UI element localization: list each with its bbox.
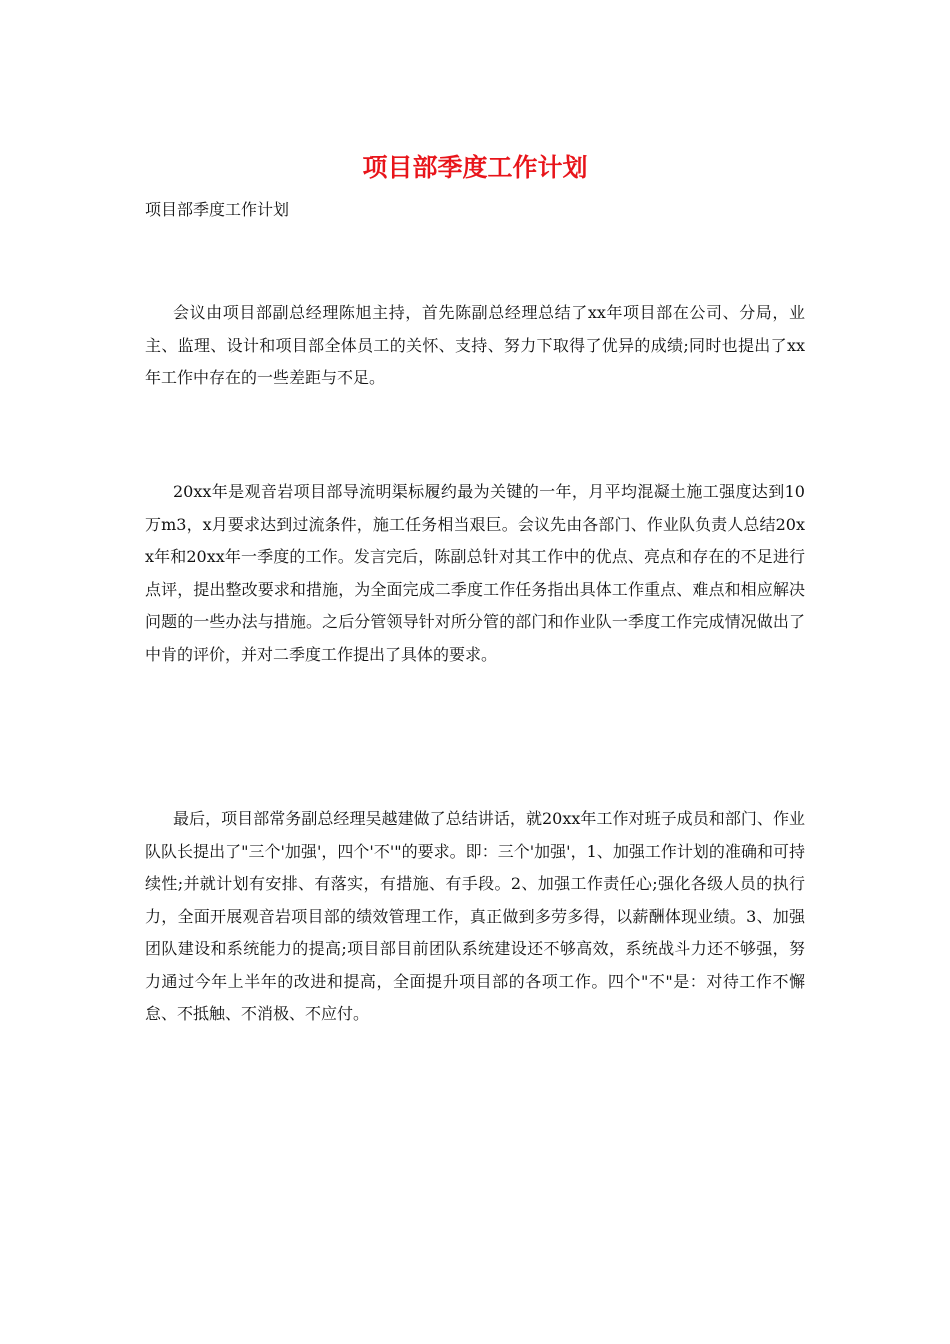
paragraph-3: 最后，项目部常务副总经理吴越建做了总结讲话，就20xx年工作对班子成员和部门、作业队队长提出了"三个'加强'，四个'不'"的要求。即：三个'加强'，1、加强工作计划的准确和可持续性;并就计划有安排、有落实，有措施、有手段。2、加强工作责任心;强化各级人员的执行力，全面开展观音岩项目部的绩效管理工作，真正做到多劳多得，以薪酬体现业绩。3、加强团队建设和系统能力的提高;项目部目前团队系统建设还不够高效，系统战斗力还不够强，努力通过今年上半年的改进和提高，全面提升项目部的各项工作。四个"不"是：对待工作不懈怠、不抵触、不消极、不应付。	[145, 809, 805, 1023]
paragraph-1: 会议由项目部副总经理陈旭主持，首先陈副总经理总结了xx年项目部在公司、分局，业主、监理、设计和项目部全体员工的关怀、支持、努力下取得了优异的成绩;同时也提出了xx年工作中存在的一些差距与不足。	[145, 303, 805, 387]
document-subtitle: 项目部季度工作计划	[145, 200, 290, 219]
document-title: 项目部季度工作计划	[362, 153, 588, 182]
paragraph-2: 20xx年是观音岩项目部导流明渠标履约最为关键的一年，月平均混凝土施工强度达到10万m3，x月要求达到过流条件，施工任务相当艰巨。会议先由各部门、作业队负责人总结20xx年和20xx年一季度的工作。发言完后，陈副总针对其工作中的优点、亮点和存在的不足进行点评，提出整改要求和措施，为全面完成二季度工作任务指出具体工作重点、难点和相应解决问题的一些办法与措施。之后分管领导针对所分管的部门和作业队一季度工作完成情况做出了中肯的评价，并对二季度工作提出了具体的要求。	[145, 482, 805, 664]
